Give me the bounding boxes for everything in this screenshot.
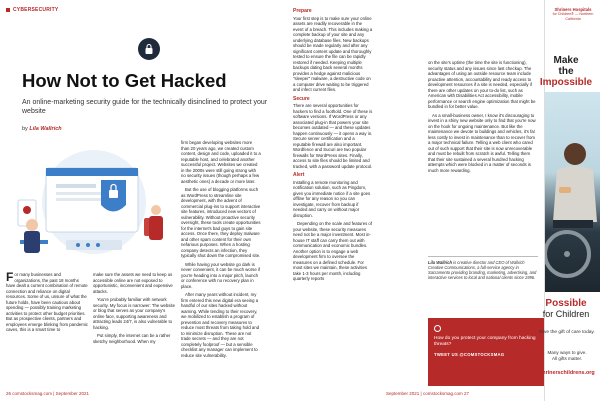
ad-hospital-sub: for Children® — Northern California [552, 12, 594, 21]
col3-paragraph-1: firm began developing websites more than 20 years ago, we created custom content, design and code, uploaded it to a reputable host, and celebrated another successful project. Websites we created in the 2000s were still going strong with no security issues (though perhaps a few aesthetic ones) a decade or more later. [181, 140, 261, 184]
ad-hospital-name: Shriners Hospitals [554, 7, 592, 12]
col4-paragraph-2: There are several opportunities for hackers to find a foothold. One of these is software versions. If WordPress or any associated plug-in that powers your site becomes outdated — and these updates happen continuously — it opens a way in. Secure server certification and a reputable firewall are also important. Wordfence and Sucuri are two popular firewalls for WordPress sites. Finally, access to site files should be limited and tracked, with a password update protocol. [293, 103, 373, 169]
tweet-callout [428, 318, 544, 386]
col2-paragraph-1: make sure the assets we need to keep us accessible online are not exposed to opportunistic, inconvenient and expensive attacks. [93, 272, 173, 294]
ad-url-link[interactable]: shrinerschildrens.org [539, 370, 595, 376]
ad-headline-emph: Impossible [539, 77, 593, 88]
ad-ways [534, 350, 600, 361]
col3-paragraph-4: After many years without incident, my firm entered this new digital era seeing a handful of our sites hacked without warning. While tending to their recovery, we mobilized to establish a program of prevention and recovery measures to reduce most threats from taking hold and to minimize disruption. These are not trade secrets — and they are not completely foolproof — but a sensible checklist any manager can implement to reduce site vulnerability. [181, 292, 260, 358]
col4-paragraph-4: Depending on the scale and features of your website, these security measures need not be a major investment. Most in-house IT staff can carry them out with communication and economic bundles. Another option is to engage a web development firm to oversee the measures on a defined schedule. For most sites we maintain, these activities take 1-3 hours per month, including quarterly reports [293, 221, 373, 281]
col4-paragraph-1: Your first step is to make sure your online assets are readily recoverable in the event of a breach. This includes making a complete backup of your site and any underlying database files. New backups should be made regularly and after any significant content update and thoroughly tested to ensure the file can be rapidly restored if needed. Keeping multiple backups dating back several months provides a hedge against malicious "sleeper" malware, a destructive code on a computer drive waiting to be triggered and infect current files. [293, 15, 373, 92]
body-column-1 [6, 272, 88, 336]
ad-headline-line2: the [558, 66, 574, 77]
body-column-4 [293, 5, 373, 285]
byline-by: by [22, 126, 28, 132]
author-bio [428, 256, 538, 280]
ad-ways-line1: Many ways to give. [547, 350, 587, 355]
article-deck: An online-marketing security guide for the technically disinclined to protect your website [22, 99, 268, 115]
drop-cap: F [6, 270, 14, 284]
col3-paragraph-2: But the use of blogging platforms such as WordPress to streamline site development, with the advent of commercial plug-ins to support interactive site features, introduced new vectors of vulnerability. Without proactive security oversight, these tools create opportunities for the internet's bad guys to gain site access. Once there, they deploy malware and other spam content for their own nefarious purposes. When a hosting company detects an infection, they typically shut down the compromised site. [181, 187, 261, 258]
ad-ways-line2: All gifts matter. [551, 355, 583, 361]
bio-text: is creative director and CEO of Wallrich Creative Communications, a full-service agency in Sacramento providing branding, marketing, advertising, and interactive services to local and national clients since 1996. [428, 260, 537, 280]
body-column-2 [93, 272, 175, 347]
col2-paragraph-3: Put simply, the internet can be a rather sketchy neighborhood. When my [93, 333, 171, 344]
ad-gift-line: Give the gift of care today. [539, 330, 595, 335]
byline-author: Lila Wallrich [29, 126, 62, 132]
ad-possible [532, 298, 600, 320]
bio-name: Lila Wallrich [428, 260, 453, 265]
col5-paragraph-2: As a small-business owner, I know it's discouraging to invest in a shiny new website only to find that you're now on the hook for ongoing maintenance. But like the maintenance we devote to buildings and vehicles, it's far less costly to invest in maintenance than to recover from a major technical failure. Telling a web client who cared out of such support that their site is now unrecoverable and must be rebuilt from scratch is awful. Telling them that their site sustained a several hundred hacking attempts which were blocked in a matter of seconds is much more rewarding. [428, 112, 536, 173]
speech-bubble-icon [434, 325, 441, 332]
byline [22, 126, 62, 132]
footer-left: 26 comstocksmag.com | September 2021 [6, 391, 89, 396]
col1-paragraph-1: or many businesses and organizations, the past 18 months have dealt a current combination of remote connection and reliance on digital resources. Some of us, unsure of what the future holds, have been cautious about spending — possibly training marketing activities to protect other budget priorities. But as prospective clients, partners and employees emerge blinking from pandemic caves, this is a smart time to [6, 272, 88, 332]
body-column-5 [428, 60, 538, 176]
article-title: How Not to Get Hacked [22, 70, 227, 91]
subhead-alert: Alert [293, 172, 305, 178]
ad-headline [532, 55, 600, 88]
ad-headline-line1: Make [553, 55, 579, 66]
subhead-prepare: Prepare [293, 8, 312, 14]
col3-paragraph-3: While having your website go dark is never convenient, it can be much worse if you're heading into a major pitch, launch or conference with no recovery plan in place. [181, 261, 261, 289]
ad-hospital-logo [551, 8, 595, 21]
ad-possible-word: Possible [545, 298, 587, 309]
callout-tweet-handle[interactable]: TWEET US @COMSTOCKSMAG [434, 352, 505, 357]
col5-paragraph-1: on the site's uptime (the time the site is functioning), security status and any issues since last checkup. The advantages of using an outside resource team include proactive attention, accountability and ready access to development resources if a site is needed, especially if there are other updates on your to-do list, such as American with Disabilities Act accessibility, mobile performance or search engine optimization that might be bundled in for better value. [428, 60, 536, 109]
section-tag: CYBERSECURITY [6, 7, 58, 13]
hacking-illustration [6, 140, 176, 268]
callout-question: How do you protect your company from hacking threats? [434, 336, 536, 347]
col2-paragraph-2: You're probably familiar with network security. My focus is narrower: The website or blog that serves as your company's online face, supporting awareness and attracting leads 24/7, is also vulnerable to hacking. [93, 297, 175, 330]
lock-badge-icon [138, 38, 160, 60]
subhead-secure: Secure [293, 95, 310, 102]
col4-paragraph-3: Installing a remote monitoring and notification solution, such as Pingdom, gives you immediate notice if a site goes offline for any reason so you can investigate, recover from backup if needed and carry on without major disruption. [293, 179, 371, 218]
body-column-3 [181, 140, 261, 361]
ad-child-photo [545, 92, 600, 292]
footer-right: September 2021 | comstocksmag.com 27 [386, 391, 469, 396]
ad-possible-rest: for Children [542, 309, 590, 319]
